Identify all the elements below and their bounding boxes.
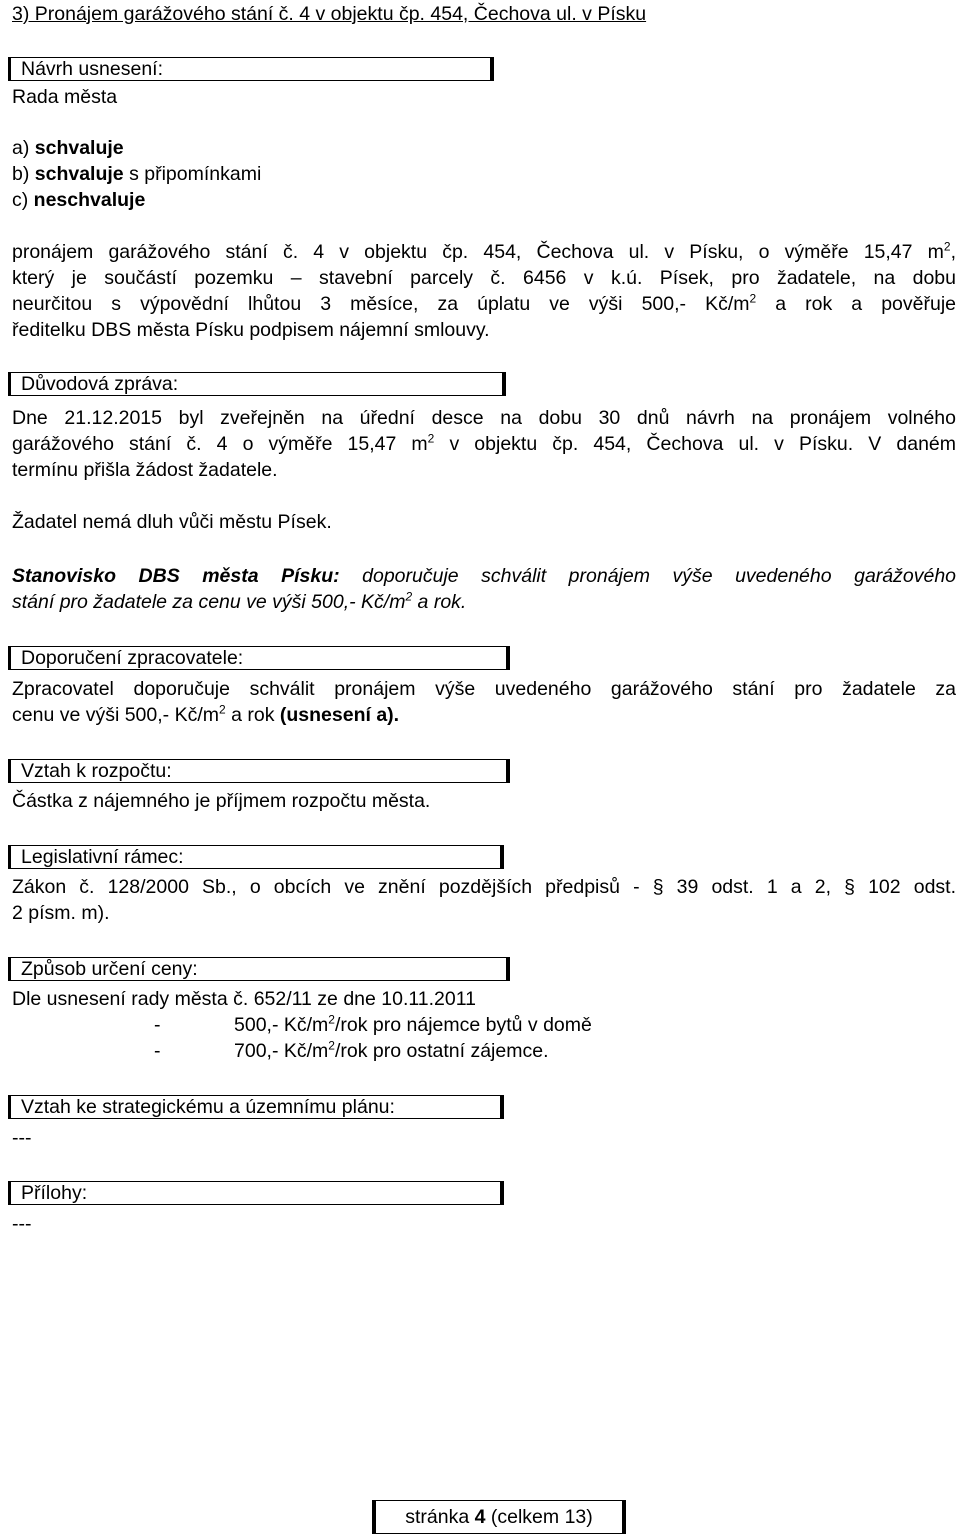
navrh-paragraph-line-4 bbox=[12, 318, 490, 342]
section-heading bbox=[12, 2, 646, 26]
duvodova-l2-sup: 2 bbox=[427, 431, 435, 446]
footer-suffix: (celkem 13) bbox=[485, 1506, 593, 1528]
stanovisko-line-2 bbox=[12, 590, 466, 614]
stanovisko-l1-rest: doporučuje schválit pronájem výše uvedeného garážového bbox=[339, 565, 957, 587]
heading-text: 3) Pronájem garážového stání č. 4 v objektu čp. 454, Čechova ul. v Písku bbox=[12, 3, 647, 25]
zpusob-item-2 bbox=[154, 1039, 549, 1063]
p1-l3-sup: 2 bbox=[749, 291, 757, 306]
footer-prefix: stránka bbox=[405, 1506, 475, 1528]
page-footer bbox=[372, 1500, 626, 1534]
doporuceni-line-1 bbox=[12, 677, 956, 701]
duvodova-l3: termínu přišla žádost žadatele. bbox=[12, 459, 278, 481]
legislativa-line-2 bbox=[12, 901, 110, 925]
duvodova-l2-a: garážového stání č. 4 o výměře 15,47 m bbox=[12, 433, 428, 455]
strategie-box-label: Vztah ke strategickému a územnímu plánu: bbox=[21, 1096, 395, 1118]
doporuceni-line-2 bbox=[12, 703, 399, 727]
stanovisko-l2-b: a rok. bbox=[412, 591, 467, 613]
doporuceni-l2-b: a rok bbox=[225, 704, 280, 726]
option-b-bold: schvaluje bbox=[34, 163, 124, 185]
option-a-prefix: a) bbox=[12, 137, 35, 159]
zpusob-line-1 bbox=[12, 987, 476, 1011]
option-c-prefix: c) bbox=[12, 189, 34, 211]
zpusob-box-label: Způsob určení ceny: bbox=[21, 958, 198, 980]
doporuceni-l2-a: cenu ve výši 500,- Kč/m bbox=[12, 704, 219, 726]
legislativa-box-label: Legislativní rámec: bbox=[21, 846, 184, 868]
rozpocet-line bbox=[12, 789, 430, 813]
duvodova-line-2 bbox=[12, 432, 956, 456]
p1-l1-sup: 2 bbox=[943, 239, 951, 254]
rozpocet-box bbox=[8, 759, 510, 783]
rozpocet-text: Částka z nájemného je příjmem rozpočtu města. bbox=[12, 790, 431, 812]
duvodova-l1: Dne 21.12.2015 byl zveřejněn na úřední desce na dobu 30 dnů návrh na pronájem volného bbox=[12, 407, 956, 429]
prilohy-line bbox=[12, 1212, 31, 1236]
prilohy-box-label: Přílohy: bbox=[21, 1182, 88, 1204]
p1-l4: ředitelku DBS města Písku podpisem nájemní smlouvy. bbox=[12, 319, 490, 341]
doporuceni-box-label: Doporučení zpracovatele: bbox=[21, 647, 244, 669]
legislativa-line-1 bbox=[12, 875, 956, 899]
strategie-box bbox=[8, 1095, 504, 1119]
stanovisko-l2-a: stání pro žadatele za cenu ve výši 500,- Kč/m bbox=[12, 591, 406, 613]
stanovisko-line-1 bbox=[12, 564, 956, 588]
rada-line bbox=[12, 85, 117, 109]
doporuceni-box bbox=[8, 646, 510, 670]
option-a bbox=[12, 136, 124, 160]
strategie-text: --- bbox=[12, 1127, 32, 1149]
legislativa-box bbox=[8, 845, 504, 869]
duvodova-l2-b: v objektu čp. 454, Čechova ul. v Písku. V daném bbox=[434, 433, 957, 455]
prilohy-text: --- bbox=[12, 1213, 32, 1235]
zpusob-item-2-sup: 2 bbox=[328, 1038, 335, 1053]
strategie-line bbox=[12, 1126, 31, 1150]
rozpocet-box-label: Vztah k rozpočtu: bbox=[21, 760, 172, 782]
p1-l3-a: neurčitou s výpovědní lhůtou 3 měsíce, za úplatu ve výši 500,- Kč/m bbox=[12, 293, 750, 315]
zpusob-item-2-dash: - bbox=[154, 1040, 161, 1062]
navrh-paragraph-line-2 bbox=[12, 266, 956, 290]
dluh-text: Žadatel nemá dluh vůči městu Písek. bbox=[12, 511, 332, 533]
zpusob-item-2-a: 700,- Kč/m bbox=[234, 1040, 329, 1062]
navrh-box bbox=[8, 57, 494, 81]
zpusob-item-1 bbox=[154, 1013, 592, 1037]
doporuceni-l2-bold: (usnesení a). bbox=[279, 704, 400, 726]
doporuceni-l2-sup: 2 bbox=[219, 702, 226, 717]
stanovisko-l2-sup: 2 bbox=[405, 589, 413, 604]
duvodova-line-3 bbox=[12, 458, 278, 482]
zpusob-item-1-dash: - bbox=[154, 1014, 161, 1036]
option-a-bold: schvaluje bbox=[34, 137, 124, 159]
zpusob-item-1-sup: 2 bbox=[328, 1012, 335, 1027]
zpusob-item-2-b: /rok pro ostatní zájemce. bbox=[334, 1040, 549, 1062]
option-b-rest: s připomínkami bbox=[123, 163, 262, 185]
p1-l1-b: , bbox=[950, 241, 956, 263]
p1-l3-b: a rok a pověřuje bbox=[756, 293, 956, 315]
option-b-prefix: b) bbox=[12, 163, 35, 185]
rada-text: Rada města bbox=[12, 86, 118, 108]
p1-l2: který je součástí pozemku – stavební parcely č. 6456 v k.ú. Písek, pro žadatele, na dobu bbox=[12, 267, 956, 289]
footer-page-number: 4 bbox=[474, 1506, 486, 1528]
prilohy-box bbox=[8, 1181, 504, 1205]
zpusob-l1: Dle usnesení rady města č. 652/11 ze dne 10.11.2011 bbox=[12, 988, 476, 1010]
navrh-paragraph-line-3 bbox=[12, 292, 956, 316]
doporuceni-l1: Zpracovatel doporučuje schválit pronájem výše uvedeného garážového stání pro žadatele za bbox=[12, 678, 956, 700]
p1-l1-a: pronájem garážového stání č. 4 v objektu čp. 454, Čechova ul. v Písku, o výměře 15,47 m bbox=[12, 241, 944, 263]
option-c bbox=[12, 188, 145, 212]
duvodova-line-1 bbox=[12, 406, 956, 430]
navrh-paragraph-line-1 bbox=[12, 240, 956, 264]
navrh-box-label: Návrh usnesení: bbox=[21, 58, 163, 80]
option-b bbox=[12, 162, 261, 186]
dluh-line bbox=[12, 510, 332, 534]
option-c-bold: neschvaluje bbox=[33, 189, 146, 211]
zpusob-item-1-a: 500,- Kč/m bbox=[234, 1014, 329, 1036]
duvodova-box bbox=[8, 372, 506, 396]
zpusob-item-1-b: /rok pro nájemce bytů v domě bbox=[334, 1014, 592, 1036]
zpusob-box bbox=[8, 957, 510, 981]
legislativa-l1: Zákon č. 128/2000 Sb., o obcích ve znění pozdějších předpisů - § 39 odst. 1 a 2, § 102 odst. bbox=[12, 876, 956, 898]
duvodova-box-label: Důvodová zpráva: bbox=[21, 373, 179, 395]
stanovisko-label: Stanovisko DBS města Písku: bbox=[12, 565, 340, 587]
legislativa-l2: 2 písm. m). bbox=[12, 902, 110, 924]
